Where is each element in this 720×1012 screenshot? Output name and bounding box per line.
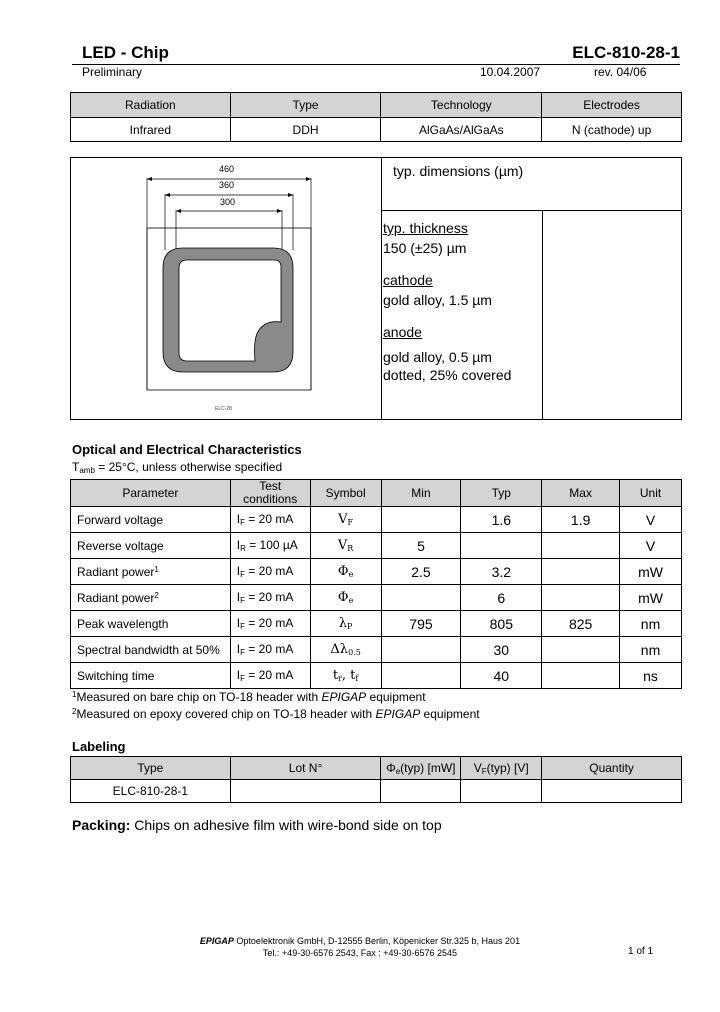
document-status: Preliminary xyxy=(82,65,143,79)
unit-cell: mW xyxy=(620,585,682,611)
divider-vertical-right xyxy=(542,210,543,419)
col-test-conditions: Test conditions xyxy=(230,480,310,507)
min-cell xyxy=(381,585,461,611)
summary-electrodes: N (cathode) up xyxy=(542,118,682,142)
min-cell xyxy=(381,637,461,663)
table-row xyxy=(71,507,682,533)
col-unit: Unit xyxy=(620,480,682,507)
summary-header-electrodes: Electrodes xyxy=(542,93,682,118)
labeling-col-quantity: Quantity xyxy=(542,757,682,780)
condition-cell: $I_F = 20$ mA xyxy=(230,585,310,611)
table-row xyxy=(71,637,682,663)
summary-technology: AlGaAs/AlGaAs xyxy=(381,118,542,142)
min-cell: 5 xyxy=(381,533,461,559)
labeling-type-value: ELC-810-28-1 xyxy=(71,780,231,803)
unit-cell: mW xyxy=(620,559,682,585)
divider-horizontal xyxy=(381,210,681,211)
test-condition-note: $T_{amb} = 25^\circ C$, unless otherwise specified xyxy=(72,460,283,475)
col-typ: Typ xyxy=(461,480,542,507)
labeling-quantity-value xyxy=(542,780,682,803)
col-min: Min xyxy=(381,480,461,507)
summary-header-technology: Technology xyxy=(381,93,542,118)
typ-cell: 30 xyxy=(461,637,542,663)
anode-label: anode xyxy=(383,324,422,340)
document-title: LED - Chip xyxy=(82,43,169,62)
table-row xyxy=(71,533,682,559)
symbol-cell: $\Phi_e$ xyxy=(310,559,381,585)
symbol-cell: $V_F$ xyxy=(310,507,381,533)
table-row xyxy=(71,611,682,637)
param-cell: Spectral bandwidth at 50% xyxy=(71,637,231,663)
max-cell: 1.9 xyxy=(542,507,620,533)
dimensions-heading: typ. dimensions (µm) xyxy=(393,163,524,179)
labeling-col-type: Type xyxy=(71,757,231,780)
chip-spec-box xyxy=(70,157,682,420)
summary-table xyxy=(70,92,682,142)
max-cell xyxy=(542,637,620,663)
condition-cell: $I_F = 20$ mA xyxy=(230,559,310,585)
page-number: 1 of 1 xyxy=(628,946,654,957)
footnote-2: $^2$Measured on epoxy covered chip on TO-18 header with EPIGAP equipment xyxy=(72,707,480,721)
thickness-value: 150 (±25) µm xyxy=(383,240,467,256)
max-cell xyxy=(542,533,620,559)
document-date: 10.04.2007 xyxy=(480,65,541,79)
footer-address: EPIGAP Optoelektronik GmbH, D-12555 Berlin, Köpenicker Str.325 b, Haus 201 xyxy=(199,936,521,946)
param-cell: Radiant power$^2$ xyxy=(71,585,231,611)
condition-cell: $I_F = 20$ mA xyxy=(230,663,310,689)
param-cell: Peak wavelength xyxy=(71,611,231,637)
labeling-col-phi: $\Phi_e(typ)$ [mW] xyxy=(381,757,461,780)
summary-header-radiation: Radiation xyxy=(71,93,231,118)
typ-cell xyxy=(461,533,542,559)
unit-cell: V xyxy=(620,533,682,559)
condition-cell: $I_R = 100$ µA xyxy=(230,533,310,559)
unit-cell: ns xyxy=(620,663,682,689)
labeling-col-vf: $V_F(typ)$ [V] xyxy=(461,757,542,780)
symbol-cell: $t_r$, $t_f$ xyxy=(310,663,381,689)
max-cell xyxy=(542,559,620,585)
unit-cell: V xyxy=(620,507,682,533)
symbol-cell: $\lambda_P$ xyxy=(310,611,381,637)
labeling-title: Labeling xyxy=(72,739,126,754)
part-number: ELC-810-28-1 xyxy=(572,43,680,62)
labeling-table xyxy=(70,756,682,803)
max-cell xyxy=(542,663,620,689)
labeling-col-lot: Lot N° xyxy=(230,757,381,780)
labeling-phi-value xyxy=(381,780,461,803)
characteristics-table xyxy=(70,479,682,689)
unit-cell: nm xyxy=(620,637,682,663)
typ-cell: 6 xyxy=(461,585,542,611)
param-cell: Switching time xyxy=(71,663,231,689)
min-cell xyxy=(381,507,461,533)
param-cell: Reverse voltage xyxy=(71,533,231,559)
typ-cell: 40 xyxy=(461,663,542,689)
dim-460: 460 xyxy=(219,164,235,174)
header-rule xyxy=(72,64,680,65)
typ-cell: 805 xyxy=(461,611,542,637)
summary-header-type: Type xyxy=(230,93,381,118)
cathode-label: cathode xyxy=(383,272,433,288)
summary-type: DDH xyxy=(230,118,381,142)
dim-300: 300 xyxy=(220,197,236,207)
condition-cell: $I_F = 20$ mA xyxy=(230,637,310,663)
anode-value-2: dotted, 25% covered xyxy=(383,367,512,383)
min-cell: 795 xyxy=(381,611,461,637)
summary-radiation: Infrared xyxy=(71,118,231,142)
condition-cell: $I_F = 20$ mA xyxy=(230,507,310,533)
typ-cell: 3.2 xyxy=(461,559,542,585)
drawing-code: ELC-28 xyxy=(215,406,232,412)
symbol-cell: $V_R$ xyxy=(310,533,381,559)
table-row xyxy=(71,559,682,585)
thickness-label: typ. thickness xyxy=(383,220,468,236)
max-cell xyxy=(542,585,620,611)
col-parameter: Parameter xyxy=(71,480,231,507)
labeling-lot-value xyxy=(230,780,381,803)
document-revision: rev. 04/06 xyxy=(594,65,647,79)
unit-cell: nm xyxy=(620,611,682,637)
labeling-vf-value xyxy=(461,780,542,803)
condition-cell: $I_F = 20$ mA xyxy=(230,611,310,637)
dim-360: 360 xyxy=(219,180,235,190)
table-row xyxy=(71,585,682,611)
cathode-value: gold alloy, 1.5 µm xyxy=(383,292,492,308)
optical-section-title: Optical and Electrical Characteristics xyxy=(72,442,302,457)
param-cell: Radiant power$^1$ xyxy=(71,559,231,585)
divider-vertical xyxy=(381,158,382,419)
symbol-cell: $\Delta\lambda_{0.5}$ xyxy=(310,637,381,663)
footer-contact: Tel.: +49-30-6576 2543, Fax : +49-30-6576 2545 xyxy=(262,948,458,958)
symbol-cell: $\Phi_e$ xyxy=(310,585,381,611)
footnote-1: $^1$Measured on bare chip on TO-18 header with EPIGAP equipment xyxy=(72,690,426,704)
table-row xyxy=(71,663,682,689)
col-symbol: Symbol xyxy=(310,480,381,507)
min-cell xyxy=(381,663,461,689)
min-cell: 2.5 xyxy=(381,559,461,585)
packing-note: Packing: Chips on adhesive film with wire-bond side on top xyxy=(72,817,442,833)
param-cell: Forward voltage xyxy=(71,507,231,533)
col-max: Max xyxy=(542,480,620,507)
max-cell: 825 xyxy=(542,611,620,637)
anode-value-1: gold alloy, 0.5 µm xyxy=(383,349,492,365)
typ-cell: 1.6 xyxy=(461,507,542,533)
